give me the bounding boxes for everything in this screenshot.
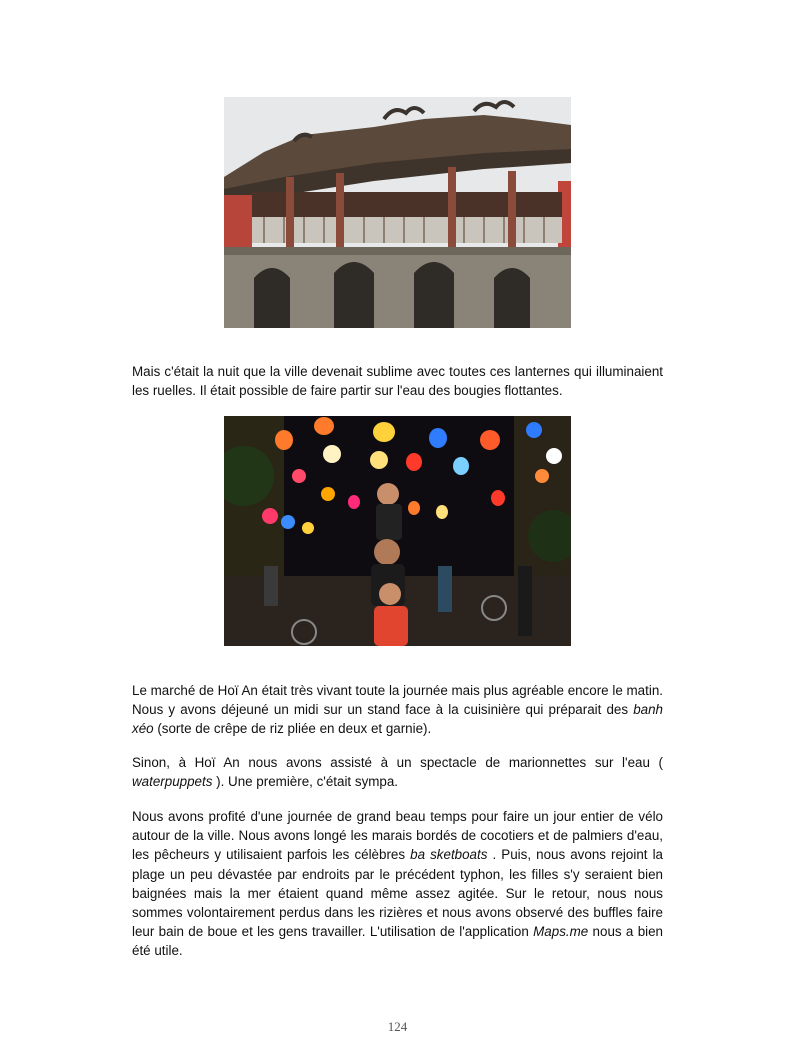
paragraph-lanterns-text: Mais c'était la nuit que la ville devenait sublime avec toutes ces lanternes qui illuminaient les ruelles. Il était possible de faire partir sur l'eau des bougies flottantes. bbox=[132, 364, 663, 399]
paragraph-market bbox=[132, 681, 663, 739]
paragraph-lanterns bbox=[132, 362, 663, 400]
boats-term: ba sketboats bbox=[410, 847, 488, 863]
paragraph-bike-text-c: nous a bien été utile. bbox=[132, 924, 664, 959]
lanterns-photo bbox=[224, 416, 571, 646]
paragraph-bike-day bbox=[132, 807, 663, 961]
paragraph-bike-text-a: Nous avons profité d'une journée de grand beau temps pour faire un jour entier de vélo autour de la ville. Nous avons longé les marais bordés de cocotiers et de palmiers d'eau, les pêcheurs y utilisaient parfois les célèbres bbox=[132, 809, 663, 863]
paragraph-puppets-text-a: Sinon, à Hoï An nous avons assisté à un spectacle de marionnettes sur l'eau ( bbox=[132, 755, 663, 770]
paragraph-puppets bbox=[132, 753, 663, 791]
paragraph-puppets-text-b: ). Une première, c'était sympa. bbox=[212, 774, 399, 790]
bridge-photo bbox=[224, 97, 571, 328]
paragraph-market-text-b: (sorte de crêpe de riz pliée en deux et garnie). bbox=[153, 721, 432, 737]
paragraph-market-text-a: Le marché de Hoï An était très vivant toute la journée mais plus agréable encore le matin. Nous y avons déjeuné un midi sur un stand face à la cuisinière qui préparait des bbox=[132, 683, 663, 718]
page-number: 124 bbox=[387, 1019, 408, 1034]
dish-name: banh xéo bbox=[132, 702, 663, 737]
puppets-term: waterpuppets bbox=[132, 774, 213, 790]
app-name: Maps.me bbox=[533, 924, 589, 940]
paragraph-bike-text-b: . Puis, nous avons rejoint la plage un peu dévastée par endroits par le précédent typhon, les filles s'y seraient bien baignées mais la mer étaient quand même assez agitée. Sur le retour, nous nous sommes volontairement perdus dans les rizières et nous avons observé des buffles faire leur bain de boue et les gens travailler. L'utilisation de l'application bbox=[132, 847, 663, 940]
